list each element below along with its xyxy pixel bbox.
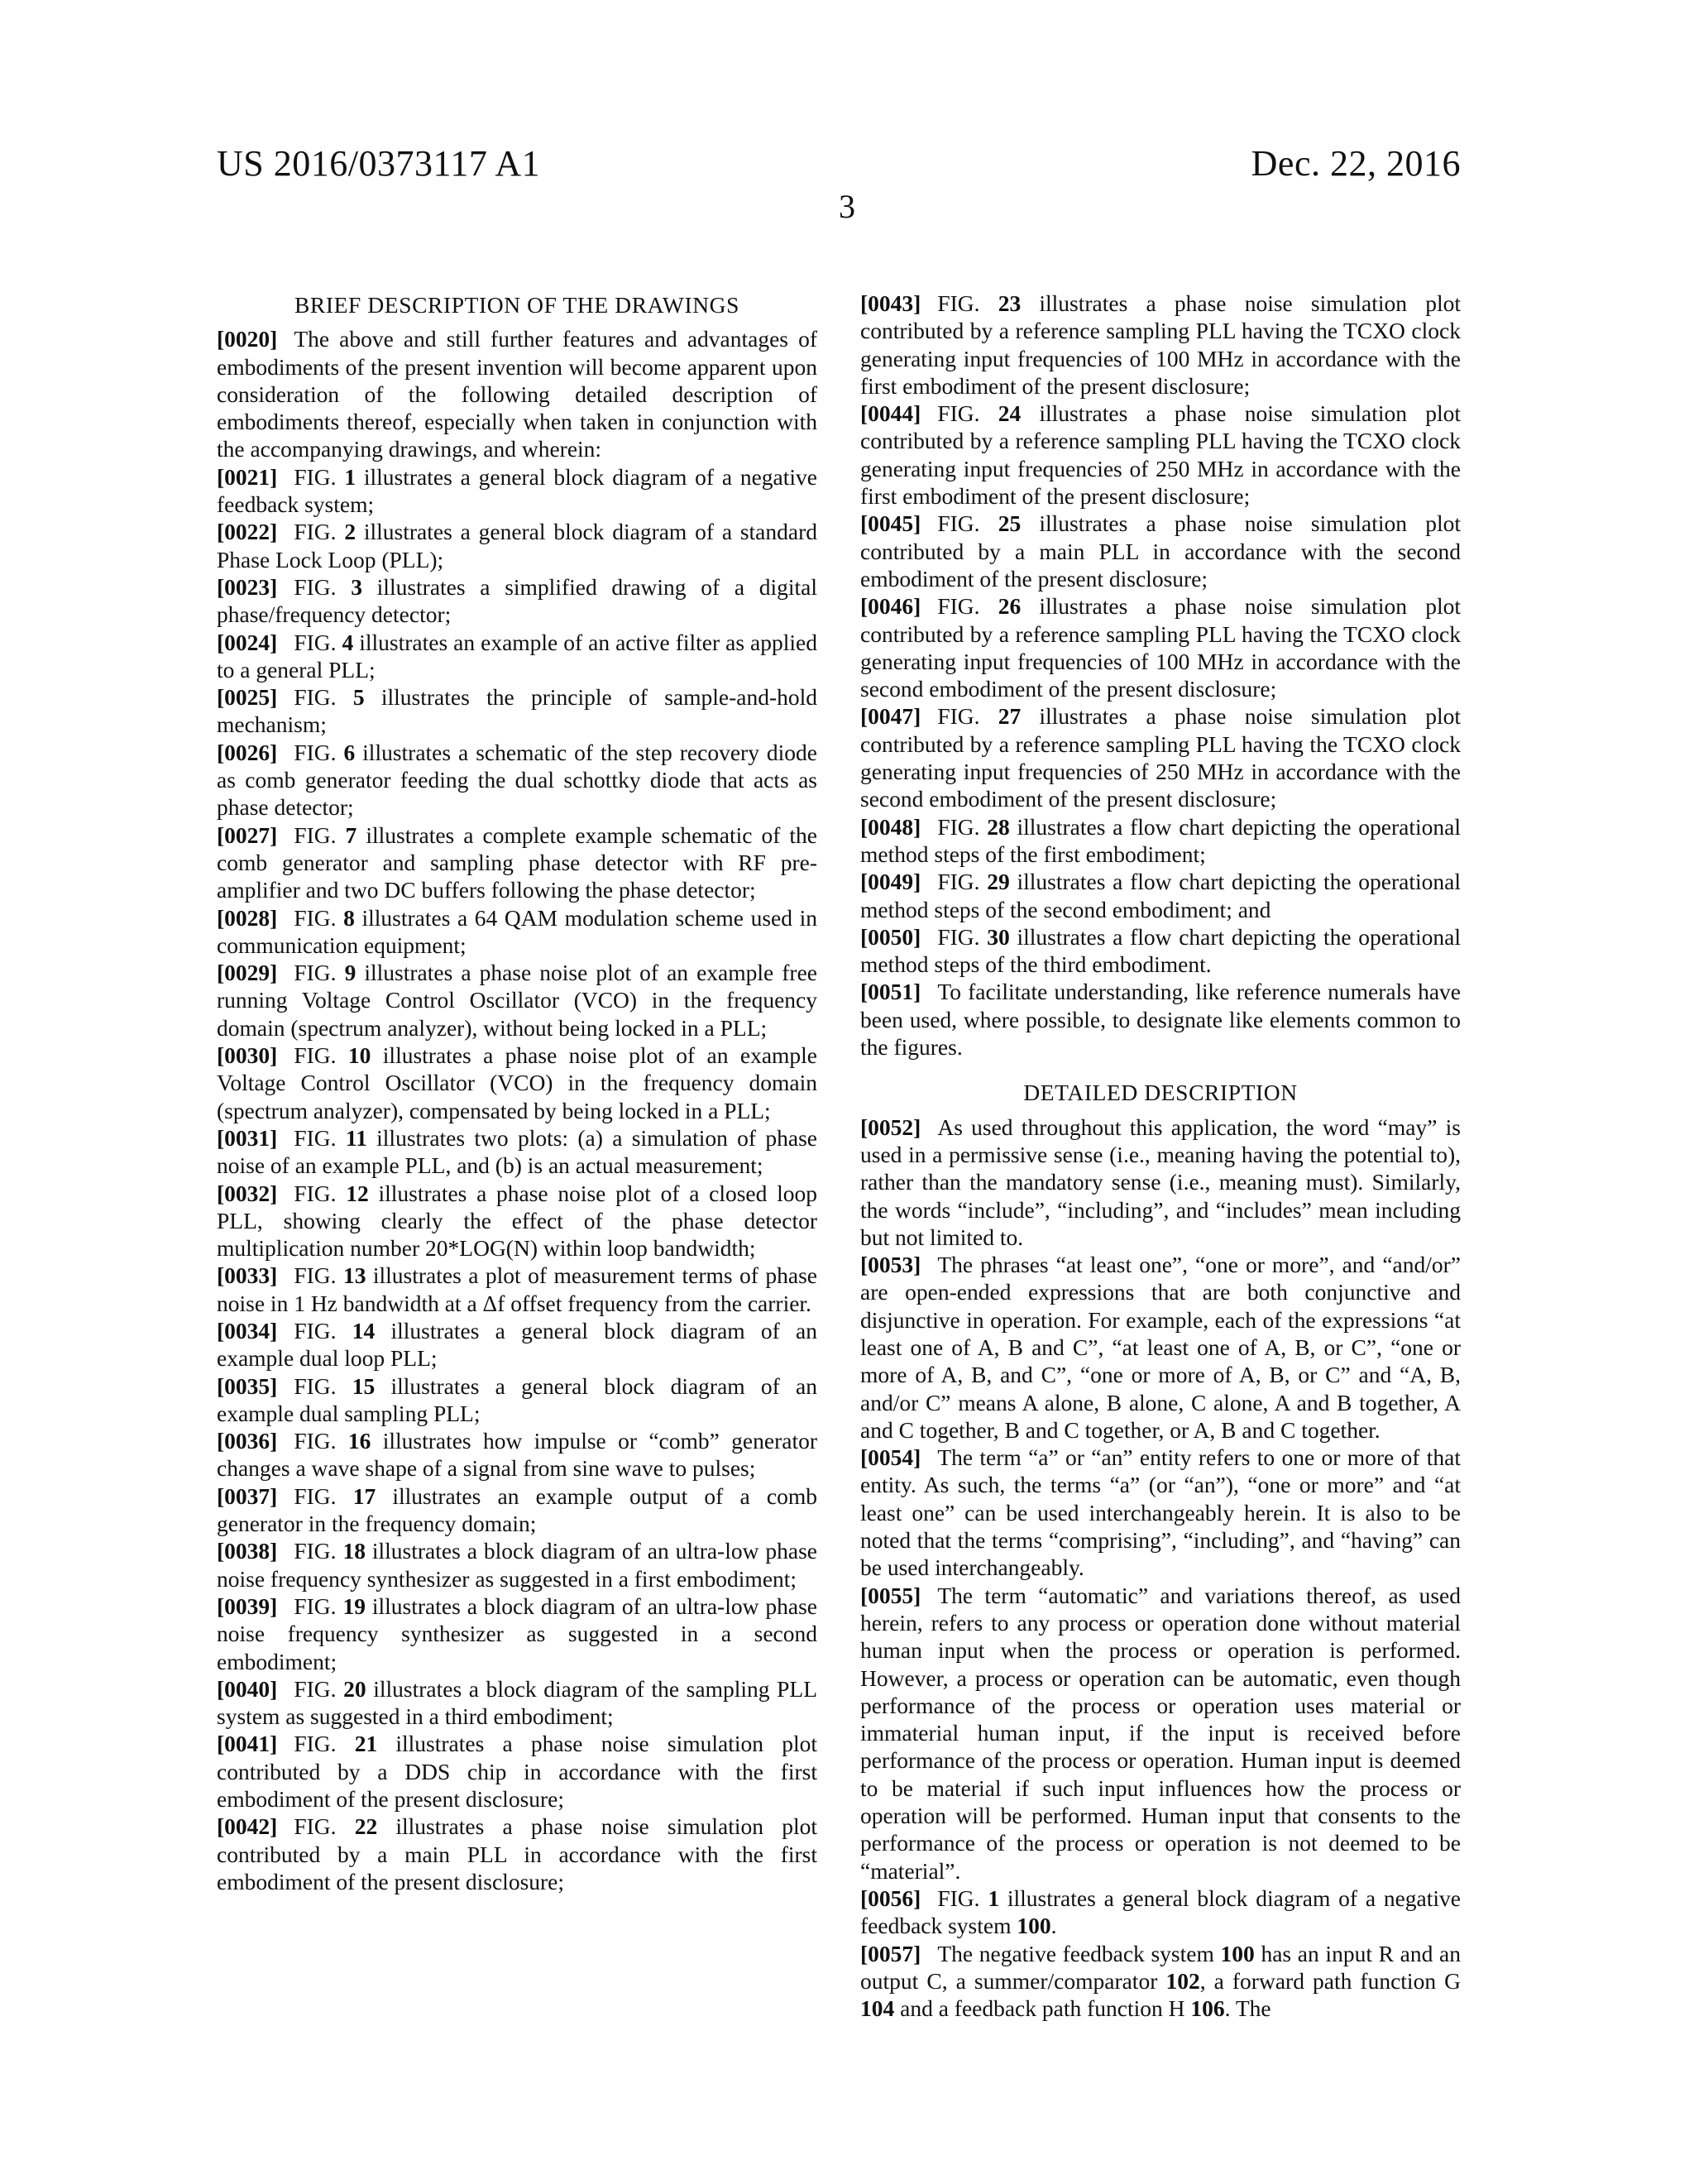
paragraph-text: illustrates a flow chart depicting the operational method steps of the second embodiment; and — [860, 869, 1462, 922]
paragraph-text: FIG. — [294, 684, 353, 711]
paragraph-text: FIG. — [937, 703, 998, 730]
paragraph-text: FIG. — [294, 1482, 353, 1509]
paragraph-text: illustrates a phase noise simulation plot contributed by a main PLL in accordance with the first embodiment of the present disclosure; — [217, 1813, 817, 1894]
figure-ref: 15 — [352, 1372, 376, 1399]
figure-ref: 8 — [343, 904, 355, 931]
paragraph — [860, 1940, 1461, 2023]
paragraph-text: illustrates a phase noise simulation plot contributed by a reference sampling PLL having the TCXO clock generating input frequencies of 100 MHz in accordance with the first embodiment of the present disclosure; — [860, 290, 1461, 399]
reference-numeral: 100 — [1220, 1940, 1255, 1966]
paragraph-text: FIG. — [937, 869, 988, 895]
figure-ref: 2 — [344, 519, 357, 545]
publication-date: Dec. 22, 2016 — [1251, 143, 1461, 184]
left-column — [217, 290, 817, 1895]
paragraph-number: [0036] — [217, 1428, 278, 1454]
paragraph-text: FIG. — [294, 1180, 347, 1206]
paragraph — [860, 1251, 1461, 1444]
paragraph-text: FIG. — [294, 739, 344, 765]
figure-ref: 28 — [987, 813, 1010, 840]
figure-ref: 9 — [344, 960, 357, 986]
paragraph-text: illustrates a simplified drawing of a digital phase/frequency detector; — [217, 573, 817, 628]
paragraph-number: [0020] — [217, 326, 278, 352]
reference-numeral: 106 — [1190, 1995, 1225, 2022]
publication-number: US 2016/0373117 A1 — [217, 143, 541, 184]
paragraph-number: [0023] — [217, 573, 278, 600]
paragraph — [860, 1885, 1461, 1940]
paragraph-text: The term “a” or “an” entity refers to one or more of that entity. As such, the terms “a” (or “an”), “one or more” and “at least one” can be used interchangeably herein. It is also to be noted that the terms “comprising”, “including”, and “having” can be used interchangeably. — [860, 1444, 1461, 1581]
paragraph-number: [0049] — [860, 869, 921, 895]
paragraph-text: illustrates a flow chart depicting the operational method steps of the first embodiment; — [860, 813, 1462, 867]
paragraph — [217, 1592, 817, 1675]
paragraph-text: illustrates a phase noise simulation plot contributed by a main PLL in accordance with the second embodiment of the present disclosure; — [860, 510, 1461, 592]
paragraph-text: FIG. — [294, 1317, 352, 1343]
paragraph — [217, 573, 817, 629]
paragraph-text: FIG. — [294, 463, 345, 490]
paragraph-number: [0051] — [860, 979, 921, 1005]
paragraph-text: illustrates a phase noise plot of an example free running Voltage Control Oscillator (VCO) in the frequency domain (spectrum analyzer), without being locked in a PLL; — [217, 960, 818, 1041]
paragraph-number: [0040] — [217, 1675, 278, 1702]
paragraph-text: has an input R and an output C, a summer/comparator — [860, 1940, 1461, 1994]
paragraph — [217, 1372, 817, 1428]
section-heading-drawings: BRIEF DESCRIPTION OF THE DRAWINGS — [294, 292, 740, 318]
figure-ref: 6 — [343, 739, 356, 765]
reference-numeral: 104 — [860, 1995, 895, 2022]
paragraph-number: [0056] — [860, 1885, 921, 1911]
paragraph-number: [0038] — [217, 1538, 278, 1564]
paragraph-text: illustrates how impulse or “comb” generator changes a wave shape of a signal from sine wave to pulses; — [217, 1428, 817, 1482]
paragraph — [217, 463, 817, 519]
paragraph-text: FIG. — [294, 1731, 355, 1757]
paragraph — [860, 290, 1461, 400]
paragraph-text: The term “automatic” and variations thereof, as used herein, refers to any process or operation done without material human input when the process or operation is performed. However, a process or operation can be automatic, even though performance of the process or operation uses material or immaterial human input, if the input is received before performance of the process or operation. Human input is deemed to be material if such input influences how the process or operation will be performed. Human input that consents to the performance of the process or operation is not deemed to be “material”. — [860, 1582, 1461, 1884]
paragraph-text: FIG. — [294, 1592, 343, 1619]
paragraph — [860, 813, 1461, 869]
paragraph — [217, 1482, 817, 1538]
paragraph-number: [0029] — [217, 960, 278, 986]
reference-numeral: 102 — [1165, 1967, 1200, 1994]
figure-ref: 21 — [354, 1731, 378, 1757]
paragraph — [217, 629, 817, 684]
paragraph-text: illustrates two plots: (a) a simulation of phase noise of an example PLL, and (b) is an actual measurement; — [217, 1124, 818, 1179]
paragraph-text: FIG. — [294, 1124, 346, 1151]
paragraph — [217, 1180, 817, 1262]
paragraph-number: [0043] — [860, 290, 921, 316]
paragraph-text: FIG. — [937, 1885, 988, 1911]
paragraph-number: [0052] — [860, 1114, 921, 1140]
figure-ref: 1 — [344, 463, 357, 490]
paragraph — [860, 978, 1461, 1061]
paragraph-text: illustrates an example of an active filter as applied to a general PLL; — [217, 629, 818, 682]
figure-ref: 3 — [351, 573, 362, 600]
paragraph — [860, 1444, 1461, 1581]
paragraph-text: . — [1050, 1913, 1057, 1939]
paragraph-text: FIG. — [294, 1428, 348, 1454]
paragraph-number: [0033] — [217, 1262, 278, 1289]
paragraph-text: illustrates a 64 QAM modulation scheme used in communication equipment; — [217, 904, 818, 958]
paragraph — [860, 702, 1461, 812]
paragraph-text: FIG. — [937, 593, 998, 620]
figure-ref: 18 — [342, 1538, 366, 1564]
paragraph-number: [0039] — [217, 1592, 278, 1619]
figure-ref: 22 — [354, 1813, 378, 1840]
figure-ref: 24 — [998, 400, 1022, 427]
paragraph — [217, 1813, 817, 1895]
paragraph-number: [0030] — [217, 1042, 278, 1069]
paragraph-text: FIG. — [294, 960, 345, 986]
paragraph — [217, 518, 817, 573]
paragraph-text: FIG. — [937, 510, 998, 537]
paragraph-number: [0028] — [217, 904, 278, 931]
figure-ref: 13 — [342, 1262, 366, 1289]
paragraph — [217, 1262, 817, 1317]
paragraph-text: To facilitate understanding, like reference numerals have been used, where possible, to designate like elements common to the figures. — [860, 979, 1461, 1061]
paragraph-text: FIG. — [294, 821, 346, 848]
paragraph-text: illustrates a plot of measurement terms of phase noise in 1 Hz bandwidth at a Δf offset frequency from the carrier. — [217, 1262, 817, 1316]
figure-ref: 20 — [343, 1675, 366, 1702]
reference-numeral: 100 — [1017, 1913, 1051, 1939]
right-paragraph-list — [860, 290, 1461, 1061]
paragraph-text: illustrates a flow chart depicting the operational method steps of the third embodiment. — [860, 923, 1462, 978]
figure-ref: 26 — [998, 593, 1022, 620]
paragraph-text: illustrates a phase noise plot of a closed loop PLL, showing clearly the effect of the phase detector multiplication number 20*LOG(N) within loop bandwidth; — [217, 1180, 817, 1262]
paragraph-number: [0045] — [860, 510, 921, 537]
paragraph-text: illustrates a general block diagram of an example dual loop PLL; — [217, 1317, 817, 1372]
paragraph — [217, 1042, 817, 1124]
paragraph-number: [0027] — [217, 821, 278, 848]
paragraph — [217, 1427, 817, 1482]
section-heading-detailed: DETAILED DESCRIPTION — [1023, 1080, 1298, 1106]
paragraph — [860, 1582, 1461, 1885]
paragraph — [217, 821, 817, 904]
paragraph-text: FIG. — [294, 629, 342, 655]
figure-ref: 14 — [352, 1317, 376, 1343]
paragraph-text: FIG. — [294, 573, 352, 600]
paragraph-text: illustrates a block diagram of an ultra-low phase noise frequency synthesizer as suggested in a second embodiment; — [217, 1592, 818, 1674]
paragraph-text: illustrates a general block diagram of an example dual sampling PLL; — [217, 1372, 817, 1426]
paragraph-text: , a forward path function G — [1199, 1967, 1461, 1994]
paragraph-number: [0024] — [217, 629, 278, 655]
paragraph-text: The above and still further features and advantages of embodiments of the present invention will become apparent upon consideration of the following detailed description of embodiments thereof, especially when taken in conjunction with the accompanying drawings, and wherein: — [217, 326, 817, 462]
paragraph — [217, 959, 817, 1042]
paragraph-number: [0053] — [860, 1252, 921, 1278]
paragraph-number: [0037] — [217, 1482, 278, 1509]
paragraph-text: illustrates a complete example schematic of the comb generator and sampling phase detector with RF pre-amplifier and two DC buffers following the phase detector; — [217, 821, 817, 903]
paragraph-text: FIG. — [294, 904, 344, 931]
figure-ref: 30 — [987, 923, 1010, 950]
paragraph-text: FIG. — [294, 1042, 348, 1069]
paragraph — [217, 904, 817, 960]
paragraph-text: illustrates an example output of a comb generator in the frequency domain; — [217, 1482, 817, 1537]
paragraph — [860, 400, 1461, 510]
paragraph — [217, 739, 817, 821]
page-number: 3 — [839, 188, 855, 225]
paragraph — [217, 1537, 817, 1592]
paragraph — [217, 325, 817, 462]
paragraph — [860, 923, 1461, 979]
paragraph — [217, 1124, 817, 1180]
figure-ref: 1 — [988, 1885, 1000, 1911]
paragraph-number: [0041] — [217, 1731, 278, 1757]
paragraph-text: FIG. — [294, 1813, 355, 1840]
paragraph-text: The negative feedback system — [937, 1940, 1221, 1966]
paragraph — [860, 592, 1461, 702]
paragraph-text: FIG. — [294, 1262, 343, 1289]
paragraph — [860, 1114, 1461, 1251]
paragraph-text: illustrates a general block diagram of a standard Phase Lock Loop (PLL); — [217, 519, 817, 572]
figure-ref: 16 — [347, 1428, 371, 1454]
figure-ref: 27 — [998, 703, 1022, 730]
paragraph-number: [0035] — [217, 1372, 278, 1399]
figure-ref: 4 — [342, 629, 354, 655]
figure-ref: 23 — [998, 290, 1022, 316]
paragraph-text: illustrates the principle of sample-and-hold mechanism; — [217, 684, 817, 738]
paragraph-text: illustrates a phase noise simulation plot contributed by a reference sampling PLL having the TCXO clock generating input frequencies of 250 MHz in accordance with the second embodiment of the present disclosure; — [860, 703, 1461, 812]
paragraph-text: FIG. — [294, 519, 345, 545]
figure-ref: 17 — [352, 1482, 376, 1509]
paragraph-text: FIG. — [294, 1538, 343, 1564]
paragraph-number: [0055] — [860, 1582, 921, 1608]
figure-ref: 5 — [352, 684, 365, 711]
paragraph-text: The phrases “at least one”, “one or more”, and “and/or” are open-ended expressions that are both conjunctive and disjunctive in operation. For example, each of the expressions “at least one of A, B and C”, “at least one of A, B, or C”, “one or more of A, B, and C”, “one or more of A, B, or C” and “A, B, and/or C” means A alone, B alone, C alone, A and B together, A and C together, B and C together, or A, B and C together. — [860, 1252, 1461, 1443]
paragraph — [217, 1317, 817, 1372]
figure-ref: 12 — [346, 1180, 369, 1206]
paragraph — [217, 1675, 817, 1731]
figure-ref: 10 — [347, 1042, 371, 1069]
paragraph — [217, 1730, 817, 1813]
paragraph-text: As used throughout this application, the word “may” is used in a permissive sense (i.e., meaning having the potential to), rather than the mandatory sense (i.e., meaning must). Similarly, the words “include”, “including”, and “includes” mean including but not limited to. — [860, 1114, 1461, 1250]
paragraph-text: illustrates a block diagram of the sampling PLL system as suggested in a third embodiment; — [217, 1675, 817, 1730]
paragraph-number: [0048] — [860, 813, 921, 840]
paragraph-text: FIG. — [937, 290, 998, 316]
paragraph-number: [0050] — [860, 923, 921, 950]
paragraph-text: FIG. — [294, 1675, 344, 1702]
paragraph-text: illustrates a phase noise simulation plot contributed by a reference sampling PLL having the TCXO clock generating input frequencies of 250 MHz in accordance with the first embodiment of the present disclosure; — [860, 400, 1461, 510]
paragraph-number: [0054] — [860, 1444, 921, 1471]
paragraph-text: and a feedback path function H — [894, 1995, 1191, 2022]
paragraph-text: FIG. — [937, 923, 988, 950]
paragraph-number: [0031] — [217, 1124, 278, 1151]
paragraph-text: illustrates a block diagram of an ultra-low phase noise frequency synthesizer as suggested in a first embodiment; — [217, 1538, 818, 1592]
paragraph-number: [0021] — [217, 463, 278, 490]
paragraph-text: illustrates a phase noise simulation plot contributed by a reference sampling PLL having the TCXO clock generating input frequencies of 100 MHz in accordance with the second embodiment of the present disclosure; — [860, 593, 1461, 702]
paragraph-text: illustrates a general block diagram of a negative feedback system — [860, 1885, 1461, 1939]
left-paragraph-list — [217, 325, 817, 1895]
paragraph-text: illustrates a schematic of the step recovery diode as comb generator feeding the dual schottky diode that acts as phase detector; — [217, 739, 817, 821]
paragraph-number: [0047] — [860, 703, 921, 730]
paragraph-number: [0032] — [217, 1180, 278, 1206]
right-column — [860, 290, 1461, 2022]
paragraph-number: [0042] — [217, 1813, 278, 1840]
figure-ref: 29 — [987, 869, 1010, 895]
paragraph-text: illustrates a phase noise simulation plot contributed by a DDS chip in accordance with the first embodiment of the present disclosure; — [217, 1731, 817, 1813]
paragraph-number: [0044] — [860, 400, 921, 427]
paragraph-text: illustrates a phase noise plot of an example Voltage Control Oscillator (VCO) in the frequency domain (spectrum analyzer), compensated by being locked in a PLL; — [217, 1042, 818, 1123]
paragraph-number: [0022] — [217, 519, 278, 545]
paragraph-text: FIG. — [937, 400, 998, 427]
paragraph-number: [0025] — [217, 684, 278, 711]
paragraph-number: [0026] — [217, 739, 278, 765]
figure-ref: 25 — [998, 510, 1022, 537]
paragraph — [860, 868, 1461, 923]
figure-ref: 19 — [342, 1592, 366, 1619]
paragraph-text: . The — [1224, 1995, 1271, 2022]
figure-ref: 7 — [345, 821, 357, 848]
paragraph-number: [0034] — [217, 1317, 278, 1343]
paragraph-text: illustrates a general block diagram of a negative feedback system; — [217, 463, 817, 518]
paragraph — [217, 683, 817, 739]
paragraph-number: [0046] — [860, 593, 921, 620]
paragraph-number: [0057] — [860, 1940, 921, 1966]
figure-ref: 11 — [345, 1124, 367, 1151]
paragraph-text: FIG. — [937, 813, 988, 840]
paragraph — [860, 510, 1461, 592]
paragraph-text: FIG. — [294, 1372, 352, 1399]
